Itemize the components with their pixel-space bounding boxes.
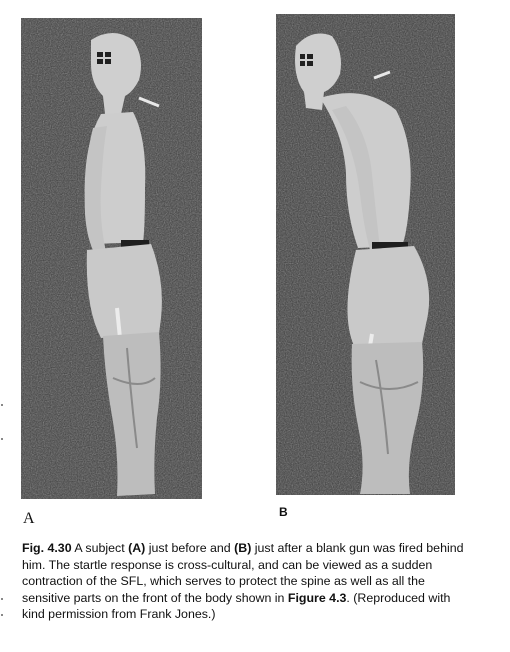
photo-panel-a [21,18,202,499]
caption-text-1: A subject [71,541,129,555]
scan-edge-mark [1,598,3,600]
caption-ref-b: (B) [234,541,252,555]
caption-text-2: just before and [145,541,235,555]
caption-text-4: . (Reproduced with kind permission from Frank Jones.) [22,590,451,622]
photo-panel-b [276,14,455,495]
caption-figure-number: Fig. 4.30 [22,541,72,555]
subject-after-startle-image [276,14,455,495]
figure-caption [22,540,472,623]
panel-b-label: B [279,505,288,519]
subject-before-startle-image [21,18,202,499]
caption-ref-a: (A) [128,541,146,555]
panel-a-label: A [23,510,35,527]
scan-edge-mark [1,404,3,406]
caption-figure-reference: Figure 4.3 [287,590,347,605]
caption-text-3: just after a blank gun was fired behind him. The startle response is cross-cultural, and can be viewed as a sudden contraction of the SFL, which serves to protect the spine as well as all the sensitive parts on the front of the body shown in [22,541,464,605]
scan-edge-mark [1,614,3,616]
scan-edge-mark [1,438,3,440]
